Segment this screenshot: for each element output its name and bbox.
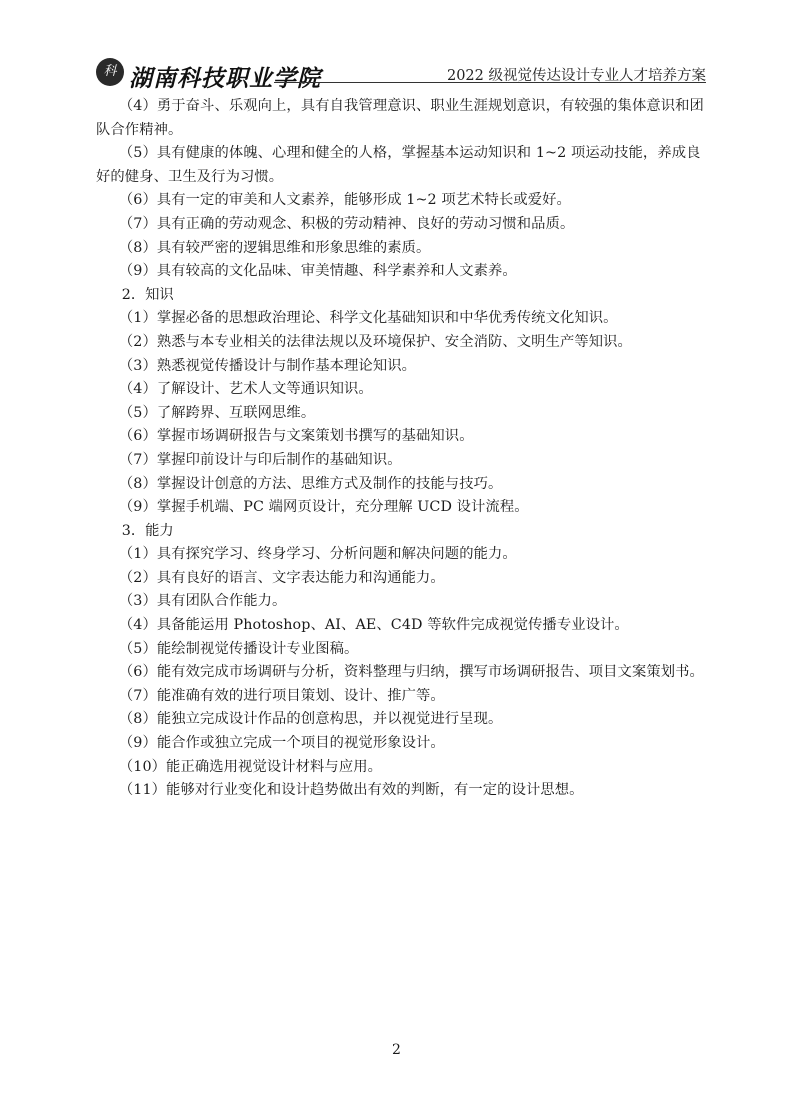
ability-item: （7）能准确有效的进行项目策划、设计、推广等。 (118, 687, 445, 704)
ability-item: （2）具有良好的语言、文字表达能力和沟通能力。 (118, 569, 445, 586)
ability-item: （11）能够对行业变化和设计趋势做出有效的判断，有一定的设计思想。 (118, 782, 584, 799)
ability-item: （8）能独立完成设计作品的创意构思，并以视觉进行呈现。 (118, 711, 503, 728)
ability-item: （5）能绘制视觉传播设计专业图稿。 (118, 640, 359, 657)
knowledge-item: （6）掌握市场调研报告与文案策划书撰写的基础知识。 (118, 428, 474, 445)
section-heading-knowledge: 2．知识 (121, 286, 174, 303)
knowledge-item: （3）熟悉视觉传播设计与制作基本理论知识。 (118, 357, 417, 374)
ability-item: （3）具有团队合作能力。 (118, 593, 287, 610)
header-divider (274, 82, 706, 83)
quality-item: （4）勇于奋斗、乐观向上，具有自我管理意识、职业生涯规划意识，有较强的集体意识和团队合作精神。 (96, 98, 704, 138)
knowledge-item: （5）了解跨界、互联网思维。 (118, 404, 316, 421)
knowledge-item: （1）掌握必备的思想政治理论、科学文化基础知识和中华优秀传统文化知识。 (118, 310, 618, 327)
knowledge-item: （8）掌握设计创意的方法、思维方式及制作的技能与技巧。 (118, 475, 503, 492)
ability-item: （9）能合作或独立完成一个项目的视觉形象设计。 (118, 735, 445, 752)
knowledge-item: （7）掌握印前设计与印后制作的基础知识。 (118, 451, 402, 468)
page-header (96, 56, 706, 92)
quality-item: （6）具有一定的审美和人文素养，能够形成 1~2 项艺术特长或爱好。 (118, 192, 571, 209)
school-logo-text: 湖南科技职业学院 (129, 65, 321, 92)
section-heading-ability: 3．能力 (121, 522, 174, 539)
school-seal-icon: 科 (96, 58, 124, 86)
quality-item: （5）具有健康的体魄、心理和健全的人格，掌握基本运动知识和 1~2 项运动技能，养成良好的健身、卫生及行为习惯。 (96, 145, 701, 185)
ability-item: （4）具备能运用 Photoshop、AI、AE、C4D 等软件完成视觉传播专业设计。 (118, 617, 629, 634)
quality-item: （9）具有较高的文化品味、审美情趣、科学素养和人文素养。 (118, 263, 517, 280)
knowledge-item: （2）熟悉与本专业相关的法律法规以及环境保护、安全消防、文明生产等知识。 (118, 333, 632, 350)
document-title: 2022 级视觉传达设计专业人才培养方案 (446, 68, 706, 84)
ability-item: （1）具有探究学习、终身学习、分析问题和解决问题的能力。 (118, 546, 517, 563)
page-body (96, 95, 710, 803)
quality-item: （7）具有正确的劳动观念、积极的劳动精神、良好的劳动习惯和品质。 (118, 215, 575, 232)
knowledge-item: （9）掌握手机端、PC 端网页设计，充分理解 UCD 设计流程。 (118, 499, 529, 516)
ability-item: （10）能正确选用视觉设计材料与应用。 (118, 758, 383, 775)
quality-item: （8）具有较严密的逻辑思维和形象思维的素质。 (118, 239, 431, 256)
page-number: 2 (392, 1042, 401, 1058)
ability-item: （6）能有效完成市场调研与分析，资料整理与归纳，撰写市场调研报告、项目文案策划书。 (118, 664, 704, 681)
knowledge-item: （4）了解设计、艺术人文等通识知识。 (118, 381, 373, 398)
